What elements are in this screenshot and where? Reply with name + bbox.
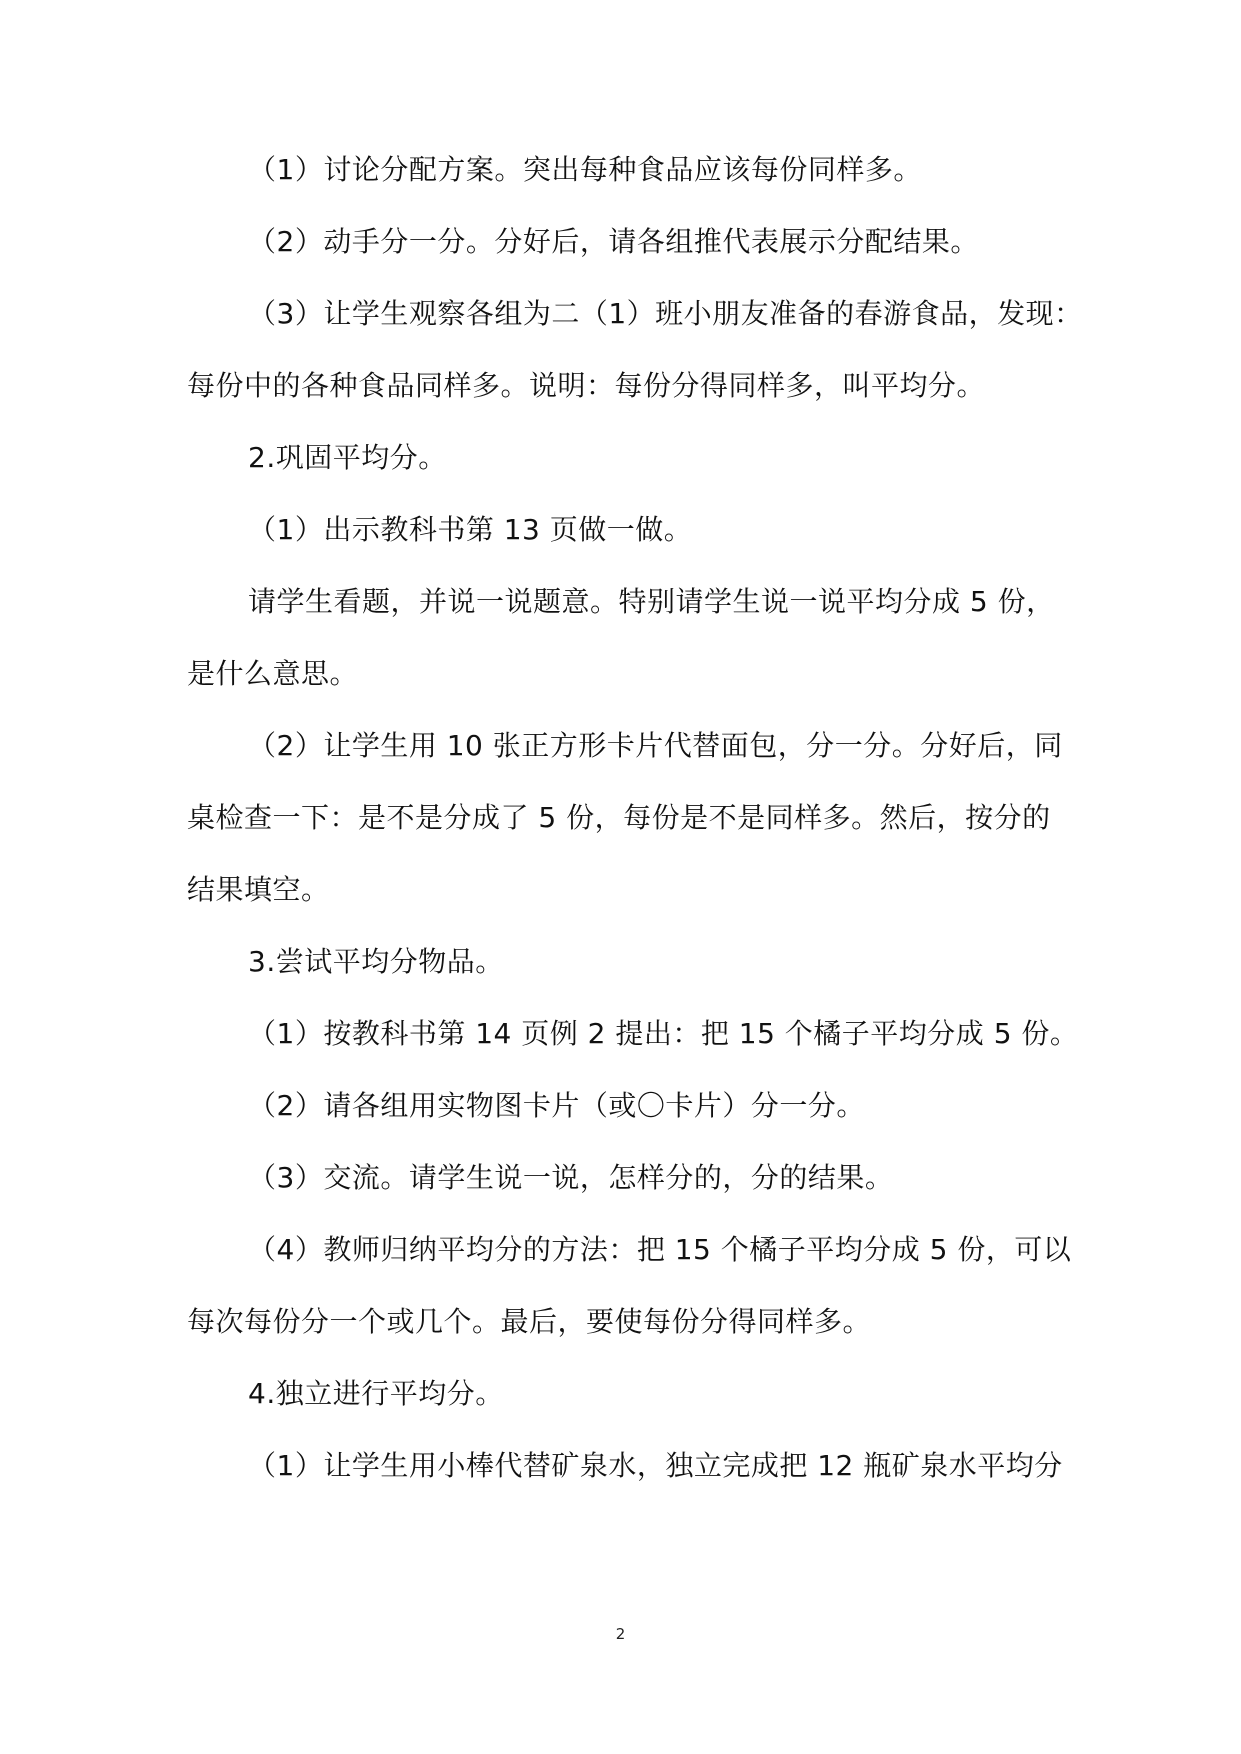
text-line: （2）动手分一分。分好后，请各组推代表展示分配结果。	[248, 225, 979, 258]
page-number: 2	[615, 1625, 626, 1643]
text-line: 每次每份分一个或几个。最后，要使每份分得同样多。	[187, 1305, 872, 1338]
text-line: （1）讨论分配方案。突出每种食品应该每份同样多。	[248, 153, 922, 186]
text-line: （4）教师归纳平均分的方法：把 15 个橘子平均分成 5 份，可以	[248, 1233, 1072, 1266]
section-heading: 4.独立进行平均分。	[248, 1377, 504, 1410]
text-line: （1）按教科书第 14 页例 2 提出：把 15 个橘子平均分成 5 份。	[248, 1017, 1079, 1050]
section-heading: 3.尝试平均分物品。	[248, 945, 504, 978]
section-heading: 2.巩固平均分。	[248, 441, 447, 474]
text-line: 结果填空。	[187, 873, 330, 906]
text-line: （1）出示教科书第 13 页做一做。	[248, 513, 693, 546]
text-line: 桌检查一下：是不是分成了 5 份，每份是不是同样多。然后，按分的	[187, 801, 1051, 834]
text-line: （1）让学生用小棒代替矿泉水，独立完成把 12 瓶矿泉水平均分	[248, 1449, 1063, 1482]
text-line: 请学生看题，并说一说题意。特别请学生说一说平均分成 5 份，	[248, 585, 1055, 618]
text-line: 是什么意思。	[187, 657, 359, 690]
text-line: （3）交流。请学生说一说，怎样分的，分的结果。	[248, 1161, 894, 1194]
text-line: 每份中的各种食品同样多。说明：每份分得同样多，叫平均分。	[187, 369, 986, 402]
text-line: （2）请各组用实物图卡片（或〇卡片）分一分。	[248, 1089, 865, 1122]
text-line: （2）让学生用 10 张正方形卡片代替面包，分一分。分好后，同	[248, 729, 1063, 762]
text-line: （3）让学生观察各组为二（1）班小朋友准备的春游食品，发现：	[248, 297, 1083, 330]
